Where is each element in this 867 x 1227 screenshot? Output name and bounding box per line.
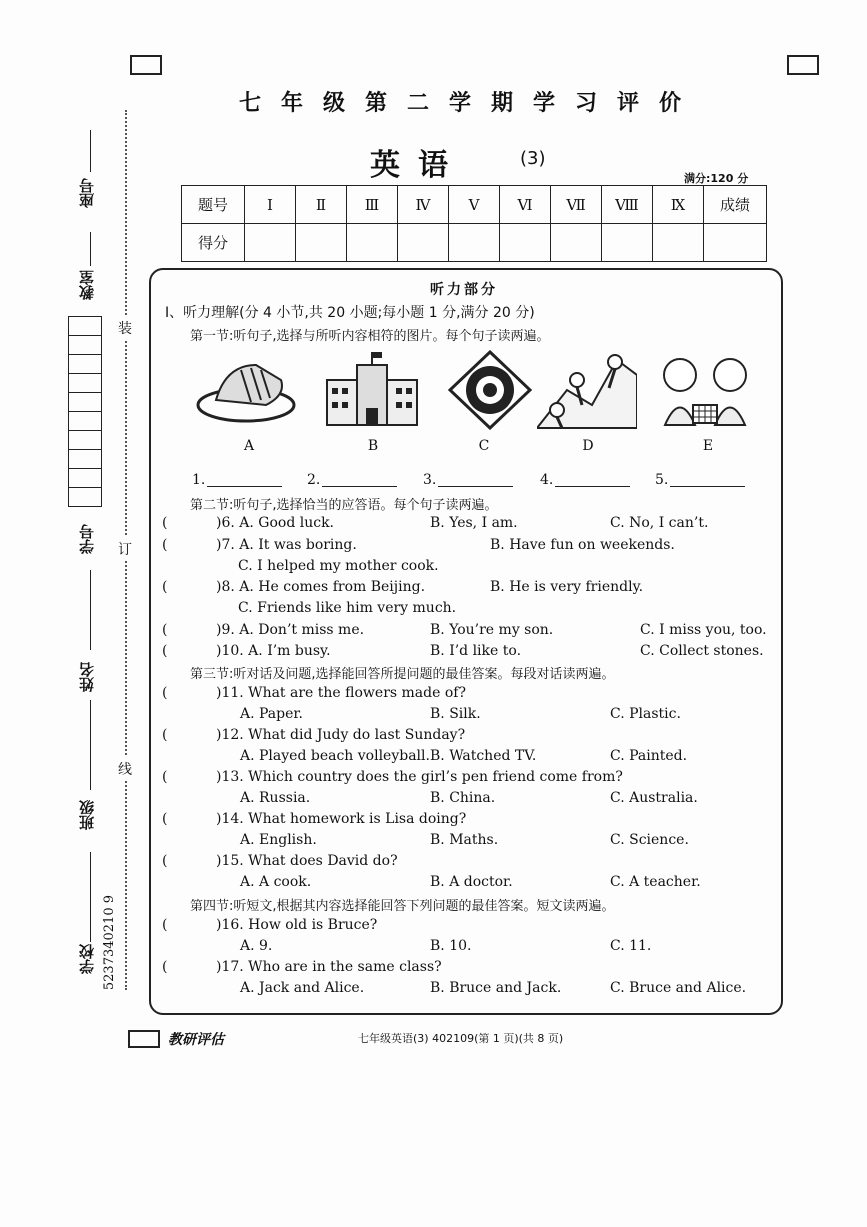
question-15-option-b: B. A doctor.	[430, 874, 513, 890]
section-2-instruction: 第二节:听句子,选择恰当的应答语。每个句子读两遍。	[190, 498, 498, 513]
score-cell[interactable]	[347, 224, 398, 262]
picture-label-d: D	[582, 438, 594, 454]
score-table-score-row[interactable]	[182, 224, 767, 262]
question-12-option-c: C. Painted.	[610, 748, 688, 764]
question-8-option-c: C. Friends like him very much.	[238, 600, 457, 616]
question-15: )15. What does David do?	[216, 853, 398, 869]
col-2: Ⅱ	[296, 186, 347, 224]
paper-cutting-picture	[440, 350, 540, 430]
question-12-option-b: B. Watched TV.	[430, 748, 537, 764]
seat-blank	[90, 130, 91, 172]
binding-char-zhuang: 装	[118, 316, 132, 340]
question-14-option-c: C. Science.	[610, 832, 689, 848]
question-14: )14. What homework is Lisa doing?	[216, 811, 467, 827]
bread-picture	[196, 350, 296, 430]
question-7-option-c: C. I helped my mother cook.	[238, 558, 439, 574]
mountain-climbing-picture	[537, 350, 637, 430]
answer-paren[interactable]: (	[162, 917, 168, 933]
binding-char-xian: 线	[118, 757, 132, 781]
exam-code: 5237340210 9	[102, 895, 117, 991]
subject-number: (3)	[520, 148, 546, 169]
question-10-option-b: B. I’d like to.	[430, 643, 522, 659]
question-6-option-b: B. Yes, I am.	[430, 515, 518, 531]
class-blank	[90, 700, 91, 790]
score-cell[interactable]	[704, 224, 767, 262]
question-11: )11. What are the flowers made of?	[216, 685, 466, 701]
question-17-option-b: B. Bruce and Jack.	[430, 980, 562, 996]
question-16-option-c: C. 11.	[610, 938, 652, 954]
answer-blank-2[interactable]	[322, 485, 397, 487]
row-label-score: 得分	[182, 224, 245, 262]
question-13: )13. Which country does the girl’s pen friend come from?	[216, 769, 623, 785]
question-16-option-a: A. 9.	[240, 938, 273, 954]
score-table	[181, 185, 767, 262]
section-4-instruction: 第四节:听短文,根据其内容选择能回答下列问题的最佳答案。短文读两遍。	[190, 899, 615, 914]
col-1: Ⅰ	[245, 186, 296, 224]
answer-paren[interactable]: (	[162, 811, 168, 827]
score-cell[interactable]	[245, 224, 296, 262]
picture-label-b: B	[367, 438, 379, 454]
class-label: 班级	[78, 800, 96, 830]
answer-paren[interactable]: (	[162, 622, 168, 638]
classroom-blank	[90, 232, 91, 266]
col-4: Ⅳ	[398, 186, 449, 224]
corner-box-left	[130, 55, 162, 75]
footer-box	[128, 1030, 160, 1048]
section-3-instruction: 第三节:听对话及问题,选择能回答所提问题的最佳答案。每段对话读两遍。	[190, 667, 615, 682]
question-17: )17. Who are in the same class?	[216, 959, 442, 975]
question-16: )16. How old is Bruce?	[216, 917, 378, 933]
kids-playing-chess-picture	[655, 350, 755, 430]
answer-paren[interactable]: (	[162, 643, 168, 659]
answer-paren[interactable]: (	[162, 515, 168, 531]
question-7: )7. A. It was boring.	[216, 537, 357, 553]
binding-char-ding: 订	[118, 537, 132, 561]
footer-org: 教研评估	[168, 1032, 224, 1048]
question-6-option-c: C. No, I can’t.	[610, 515, 709, 531]
answer-blank-1[interactable]	[207, 485, 282, 487]
question-7-option-b: B. Have fun on weekends.	[490, 537, 675, 553]
school-blank	[90, 852, 91, 942]
question-13-option-a: A. Russia.	[240, 790, 311, 806]
question-10: )10. A. I’m busy.	[216, 643, 331, 659]
student-id-label: 学号	[78, 524, 96, 554]
col-9: Ⅸ	[653, 186, 704, 224]
question-8: )8. A. He comes from Beijing.	[216, 579, 426, 595]
question-17-option-a: A. Jack and Alice.	[240, 980, 365, 996]
question-11-option-a: A. Paper.	[240, 706, 303, 722]
answer-paren[interactable]: (	[162, 853, 168, 869]
score-cell[interactable]	[500, 224, 551, 262]
picture-label-c: C	[478, 438, 490, 454]
score-cell[interactable]	[449, 224, 500, 262]
name-label: 姓名	[78, 662, 96, 692]
answer-paren[interactable]: (	[162, 769, 168, 785]
question-10-option-c: C. Collect stones.	[640, 643, 764, 659]
page-title: 七年级第二学期学习评价	[238, 91, 701, 116]
question-15-option-a: A. A cook.	[240, 874, 312, 890]
seat-label: 座号	[78, 178, 96, 208]
answer-paren[interactable]: (	[162, 959, 168, 975]
school-building-picture	[322, 350, 422, 430]
question-13-option-b: B. China.	[430, 790, 496, 806]
col-6: Ⅵ	[500, 186, 551, 224]
question-11-option-c: C. Plastic.	[610, 706, 681, 722]
blank-3-label: 3.	[423, 472, 437, 488]
question-12-option-a: A. Played beach volleyball.	[240, 748, 430, 764]
question-13-option-c: C. Australia.	[610, 790, 698, 806]
part-1-title: Ⅰ、听力理解(分 4 小节,共 20 小题;每小题 1 分,满分 20 分)	[165, 305, 535, 321]
score-cell[interactable]	[398, 224, 449, 262]
subject-title: 英语	[370, 148, 466, 183]
question-14-option-a: A. English.	[240, 832, 317, 848]
answer-paren[interactable]: (	[162, 685, 168, 701]
col-7: Ⅶ	[551, 186, 602, 224]
score-cell[interactable]	[653, 224, 704, 262]
section-heading: 听力部分	[430, 282, 498, 298]
score-cell[interactable]	[602, 224, 653, 262]
question-9: )9. A. Don’t miss me.	[216, 622, 365, 638]
question-9-option-c: C. I miss you, too.	[640, 622, 767, 638]
classroom-label: 教室	[78, 270, 96, 300]
blank-4-label: 4.	[540, 472, 554, 488]
picture-label-a: A	[243, 438, 255, 454]
footer-page-info: 七年级英语(3) 402109(第 1 页)(共 8 页)	[358, 1032, 564, 1045]
question-12: )12. What did Judy do last Sunday?	[216, 727, 466, 743]
blank-5-label: 5.	[655, 472, 669, 488]
answer-paren[interactable]: (	[162, 579, 168, 595]
full-score: 满分:120 分	[684, 172, 749, 185]
col-3: Ⅲ	[347, 186, 398, 224]
question-14-option-b: B. Maths.	[430, 832, 499, 848]
row-label-number: 题号	[182, 186, 245, 224]
answer-blank-4[interactable]	[555, 485, 630, 487]
question-15-option-c: C. A teacher.	[610, 874, 701, 890]
col-8: Ⅷ	[602, 186, 653, 224]
corner-box-right	[787, 55, 819, 75]
score-cell[interactable]	[551, 224, 602, 262]
answer-paren[interactable]: (	[162, 537, 168, 553]
question-6: )6. A. Good luck.	[216, 515, 335, 531]
answer-blank-5[interactable]	[670, 485, 745, 487]
name-blank	[90, 570, 91, 650]
question-8-option-b: B. He is very friendly.	[490, 579, 644, 595]
question-17-option-c: C. Bruce and Alice.	[610, 980, 747, 996]
section-1-instruction: 第一节:听句子,选择与所听内容相符的图片。每个句子读两遍。	[190, 329, 550, 344]
answer-blank-3[interactable]	[438, 485, 513, 487]
answer-paren[interactable]: (	[162, 727, 168, 743]
col-5: Ⅴ	[449, 186, 500, 224]
blank-2-label: 2.	[307, 472, 321, 488]
blank-1-label: 1.	[192, 472, 206, 488]
score-cell[interactable]	[296, 224, 347, 262]
question-16-option-b: B. 10.	[430, 938, 472, 954]
col-total: 成绩	[704, 186, 767, 224]
picture-label-e: E	[702, 438, 714, 454]
question-9-option-b: B. You’re my son.	[430, 622, 554, 638]
score-table-header-row	[182, 186, 767, 224]
question-11-option-b: B. Silk.	[430, 706, 481, 722]
school-label: 学校	[78, 944, 96, 974]
